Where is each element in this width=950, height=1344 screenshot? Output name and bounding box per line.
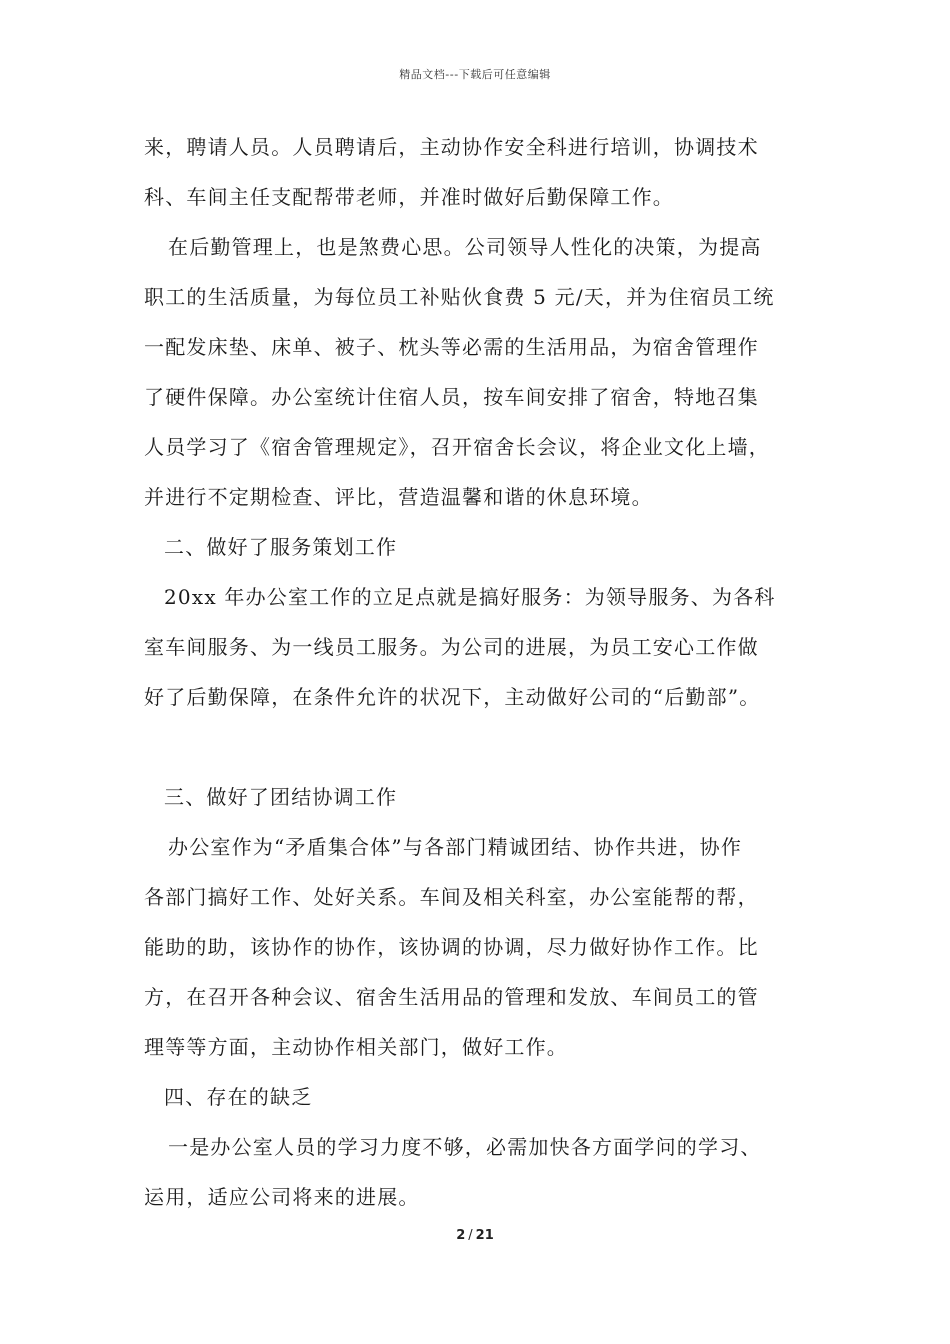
paragraph-line: 20xx 年办公室工作的立足点就是搞好服务：为领导服务、为各科: [164, 585, 776, 609]
paragraph-line: 科、车间主任支配帮带老师，并准时做好后勤保障工作。: [144, 185, 674, 209]
paragraph-line: 一配发床垫、床单、被子、枕头等必需的生活用品，为宿舍管理作: [144, 335, 759, 359]
paragraph-line: 方，在召开各种会议、宿舍生活用品的管理和发放、车间员工的管: [144, 985, 759, 1009]
page-header: 精品文档---下载后可任意编辑: [399, 68, 551, 81]
current-page: 2: [456, 1228, 466, 1243]
blank-line: [144, 726, 824, 776]
total-pages: 21: [475, 1228, 494, 1243]
paragraph-line: 在后勤管理上，也是煞费心思。公司领导人性化的决策，为提高: [168, 235, 762, 259]
paragraph-line: 室车间服务、为一线员工服务。为公司的进展，为员工安心工作做: [144, 635, 759, 659]
section-heading: 二、做好了服务策划工作: [164, 535, 398, 559]
paragraph-line: 能助的助，该协作的协作，该协调的协调，尽力做好协作工作。比: [144, 935, 759, 959]
paragraph-line: 并进行不定期检查、评比，营造温馨和谐的休息环境。: [144, 485, 653, 509]
paragraph-line: 一是办公室人员的学习力度不够，必需加快各方面学问的学习、: [168, 1135, 762, 1159]
page-separator: /: [468, 1228, 473, 1243]
paragraph-line: 各部门搞好工作、处好关系。车间及相关科室，办公室能帮的帮，: [144, 885, 759, 909]
paragraph-line: 理等等方面，主动协作相关部门，做好工作。: [144, 1035, 568, 1059]
document-body: [144, 126, 824, 1226]
paragraph-line: 来，聘请人员。人员聘请后，主动协作安全科进行培训，协调技术: [144, 135, 759, 159]
section-heading: 三、做好了团结协调工作: [164, 785, 398, 809]
paragraph-line: 人员学习了《宿舍管理规定》，召开宿舍长会议，将企业文化上墙，: [144, 435, 770, 459]
page-number: [0, 1228, 950, 1243]
paragraph-line: 运用，适应公司将来的进展。: [144, 1185, 420, 1209]
paragraph-line: 了硬件保障。办公室统计住宿人员，按车间安排了宿舍，特地召集: [144, 385, 759, 409]
paragraph-line: 职工的生活质量，为每位员工补贴伙食费 5 元/天，并为住宿员工统: [144, 285, 775, 309]
section-heading: 四、存在的缺乏: [164, 1085, 313, 1109]
paragraph-line: 办公室作为“矛盾集合体”与各部门精诚团结、协作共进，协作: [168, 835, 743, 859]
paragraph-line: 好了后勤保障，在条件允许的状况下，主动做好公司的“后勤部”。: [144, 685, 761, 709]
